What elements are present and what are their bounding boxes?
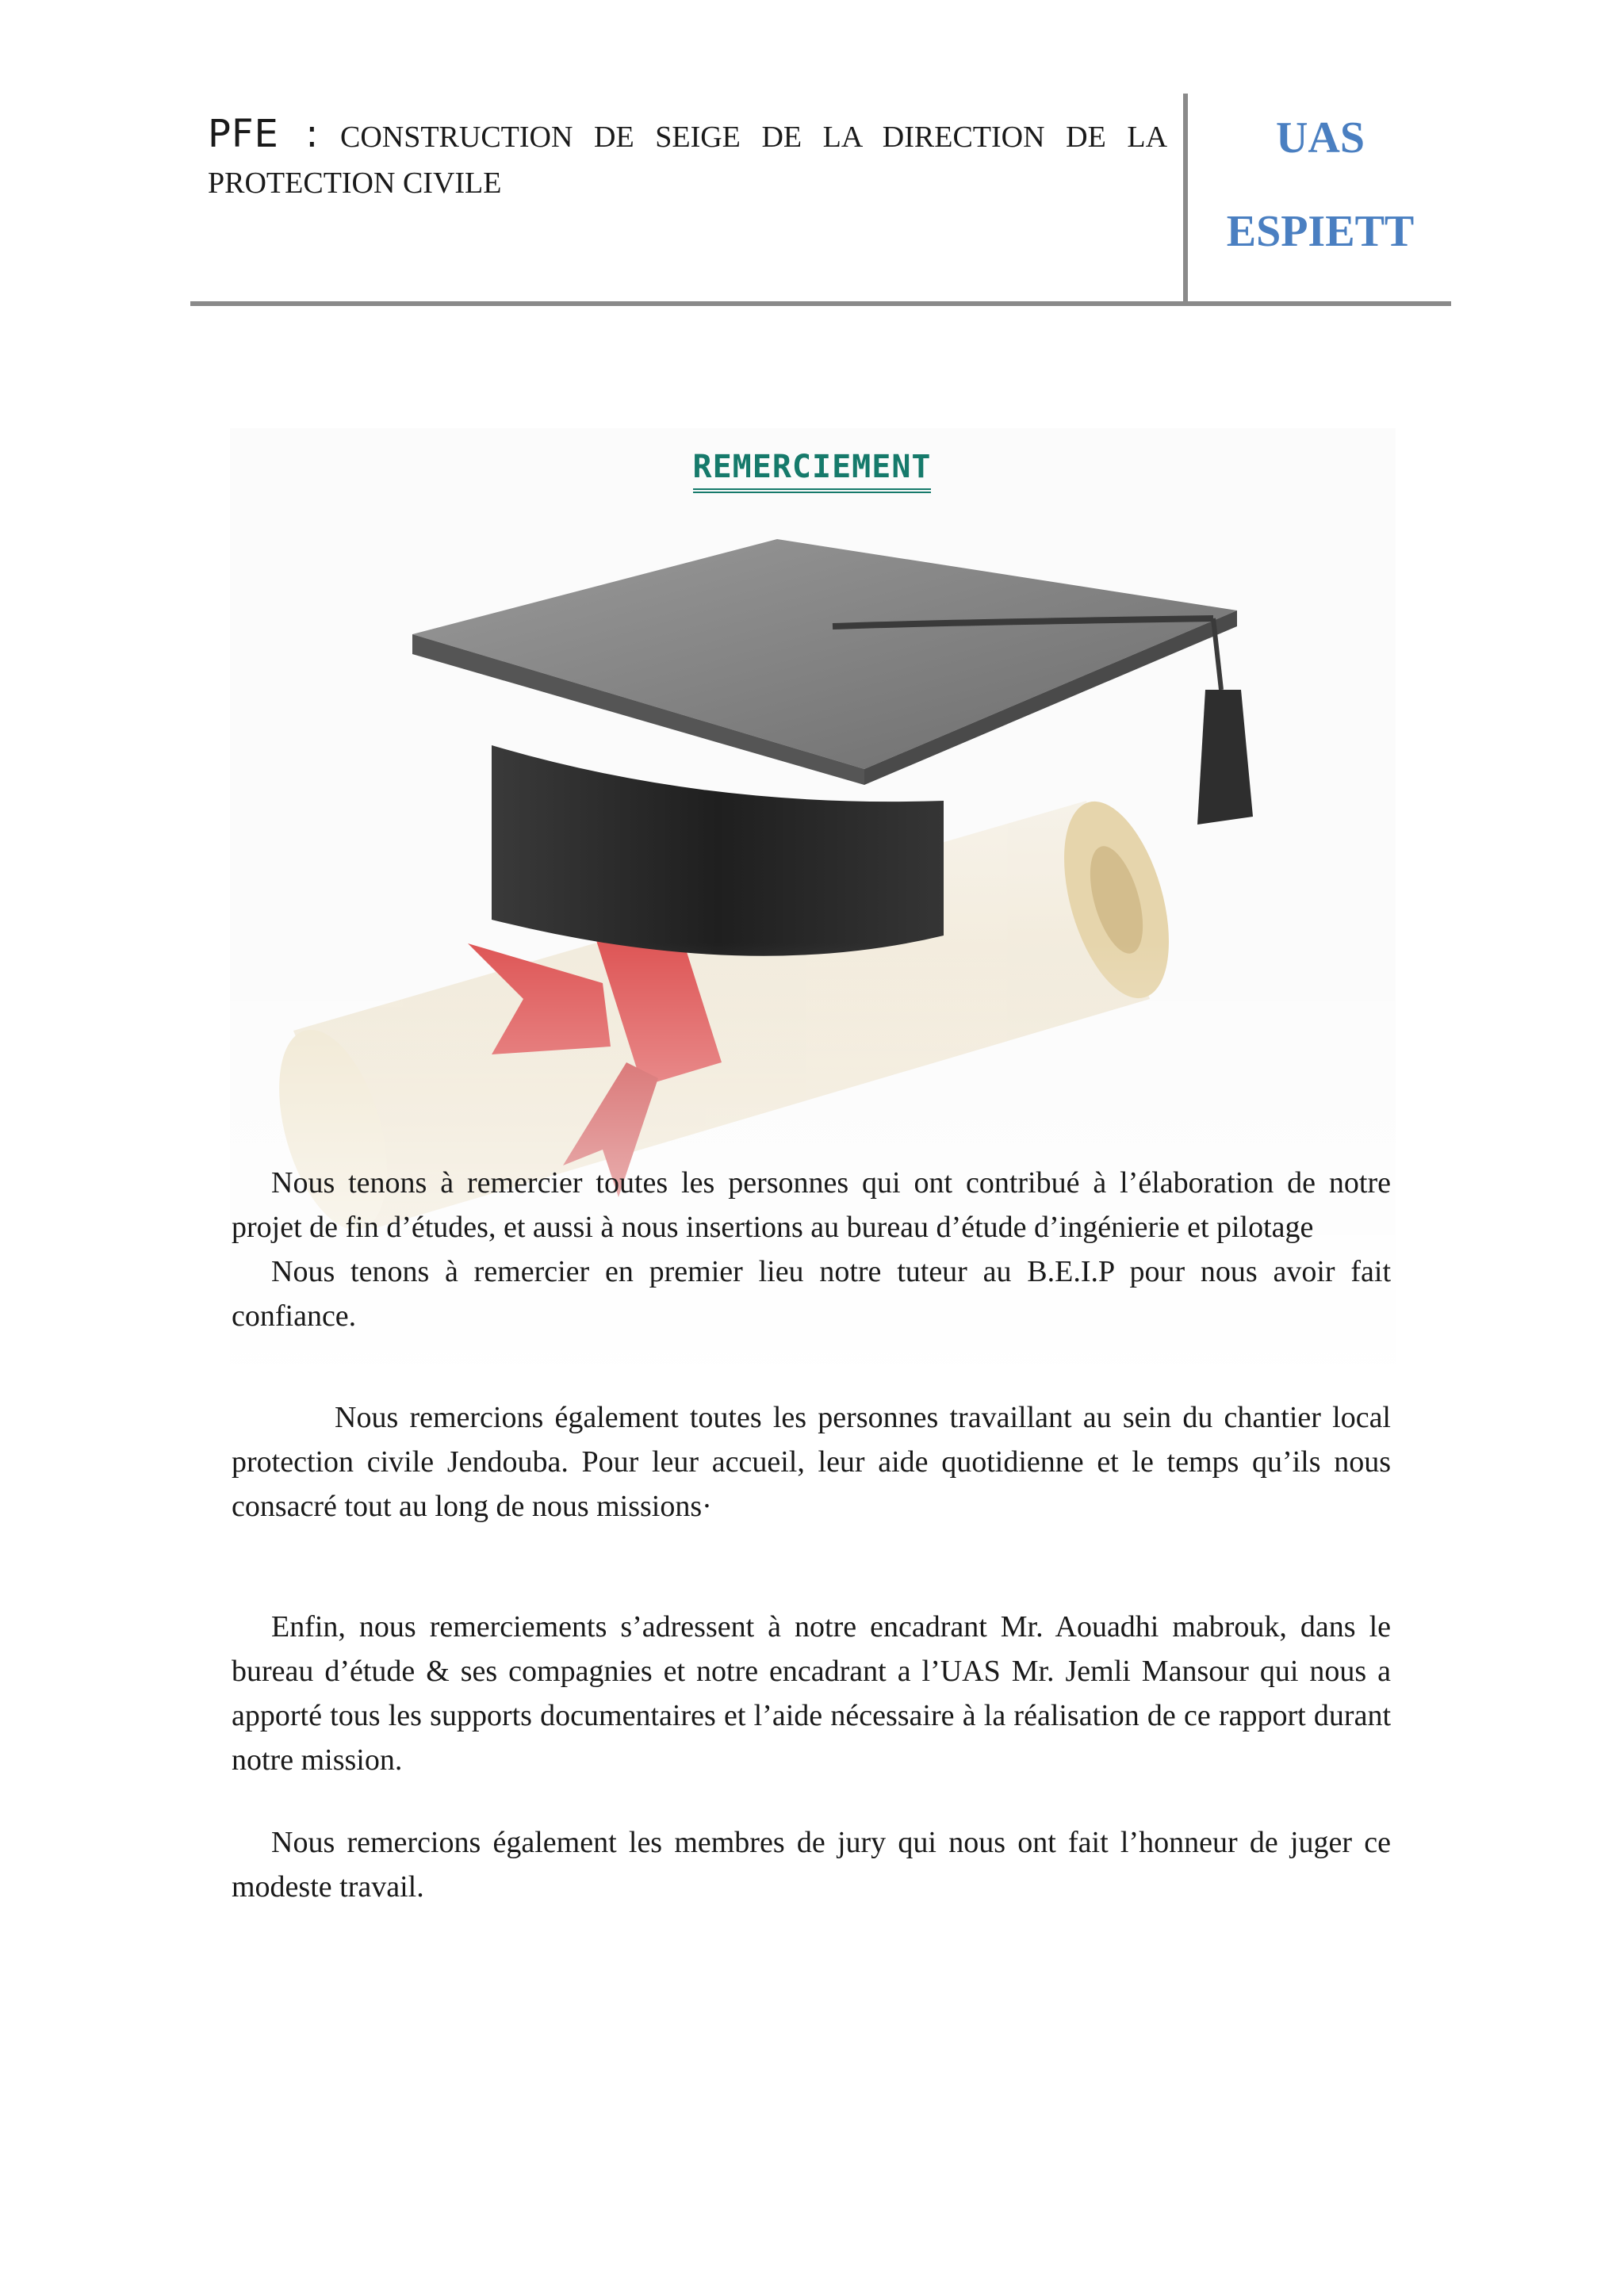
header-title: CONSTRUCTION DE SEIGE DE LA DIRECTION DE LA PROTECTION CIVILE [208, 121, 1168, 200]
page-title-text: REMERCIEMENT [693, 449, 932, 493]
header-rule [190, 301, 1451, 306]
paragraph-2-text: Nous remercions également toutes les personnes travaillant au sein du chantier local protection civile Jendouba. Pour leur accueil, leur aide quotidienne et le temps qu’ils nous consacré tout au long de nous missions· [232, 1401, 1391, 1523]
header-org-line2: ESPIETT [1226, 207, 1415, 256]
paragraph-2 [232, 1395, 1391, 1529]
paragraph-1b: Nous tenons à remercier en premier lieu notre tuteur au B.E.I.P pour nous avoir fait confiance. [232, 1255, 1391, 1333]
header-vertical-divider [1183, 94, 1188, 304]
header-title-block [208, 111, 1167, 206]
header-org-line1: UAS [1275, 113, 1365, 163]
page-title [0, 449, 1624, 485]
paragraph-3 [232, 1605, 1391, 1782]
paragraph-4 [232, 1820, 1391, 1909]
paragraph-1 [232, 1161, 1391, 1338]
header-prefix: PFE : [208, 112, 320, 156]
paragraph-1a: Nous tenons à remercier toutes les personnes qui ont contribué à l’élaboration de notre projet de fin d’études, et aussi à nous insertions au bureau d’étude d’ingénierie et pilotage [232, 1166, 1391, 1244]
paragraph-3-text: Enfin, nous remerciements s’adressent à notre encadrant Mr. Aouadhi mabrouk, dans le bureau d’étude & ses compagnies et notre encadrant a l’UAS Mr. Jemli Mansour qui nous a apporté tous les supports documentaires et l’aide nécessaire à la réalisation de ce rapport durant notre mission. [232, 1610, 1391, 1777]
paragraph-4-text: Nous remercions également les membres de jury qui nous ont fait l’honneur de juger ce modeste travail. [232, 1826, 1391, 1904]
